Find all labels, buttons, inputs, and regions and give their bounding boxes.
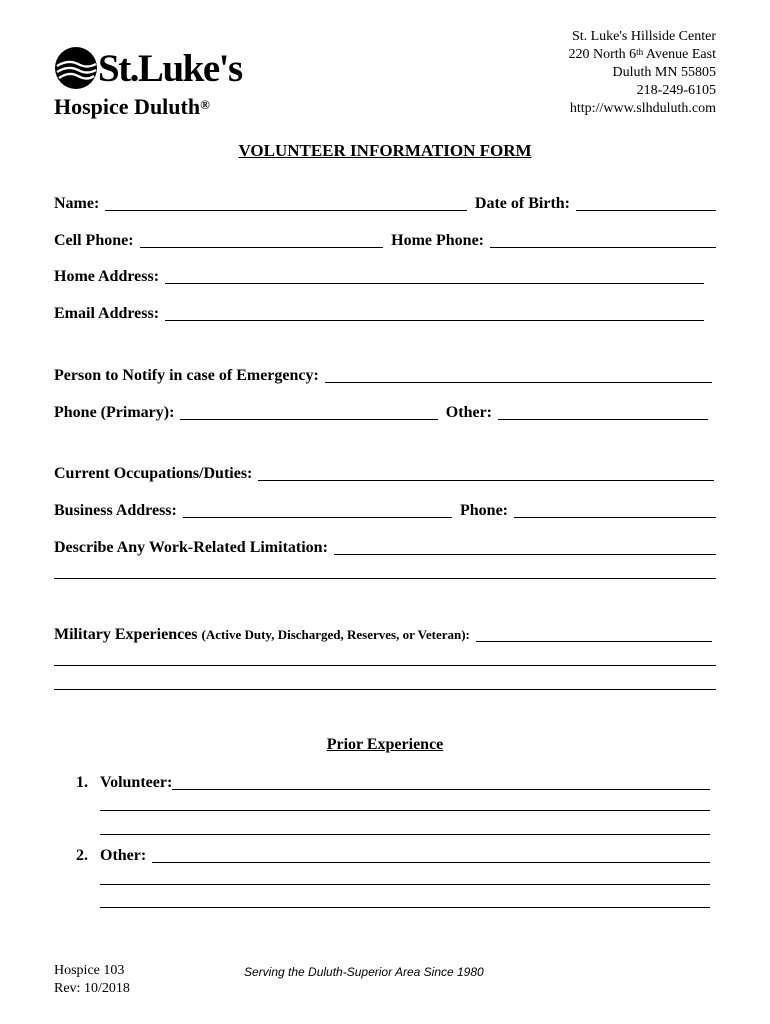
- registered-mark: ®: [200, 97, 210, 112]
- phones-row: [54, 227, 716, 251]
- business-phone-label: Phone:: [460, 502, 508, 519]
- list-number: 1.: [76, 774, 88, 791]
- other-experience-line-2[interactable]: [100, 884, 710, 885]
- home-phone-field[interactable]: [490, 247, 716, 248]
- dob-field[interactable]: [576, 210, 716, 211]
- name-label: Name:: [54, 195, 100, 212]
- military-field-line-3[interactable]: [54, 689, 716, 690]
- form-number: Hospice 103: [54, 963, 125, 978]
- address-phone: 218-249-6105: [636, 83, 716, 98]
- emergency-contact-field[interactable]: [325, 382, 712, 383]
- home-address-label: Home Address:: [54, 268, 160, 285]
- prior-other-row: [76, 842, 710, 866]
- other-phone-field[interactable]: [498, 419, 708, 420]
- business-phone-field[interactable]: [514, 517, 716, 518]
- phone-primary-label: Phone (Primary):: [54, 404, 175, 421]
- emergency-phones-row: [54, 399, 708, 423]
- occupation-label: Current Occupations/Duties:: [54, 465, 253, 482]
- address-line-1: St. Luke's Hillside Center: [571, 29, 716, 44]
- home-phone-label: Home Phone:: [391, 232, 484, 249]
- military-field-line-2[interactable]: [54, 665, 716, 666]
- home-address-field[interactable]: [165, 283, 704, 284]
- business-address-label: Business Address:: [54, 502, 177, 519]
- occupation-row: [54, 460, 714, 484]
- address-line-3: Duluth MN 55805: [612, 65, 716, 80]
- military-field[interactable]: [476, 641, 712, 642]
- volunteer-experience-field[interactable]: [172, 789, 710, 790]
- name-dob-row: [54, 190, 716, 214]
- phone-primary-field[interactable]: [180, 419, 437, 420]
- military-label: Military Experiences: [54, 626, 198, 643]
- home-address-row: [54, 263, 704, 287]
- address-line-2: 220 North 6th Avenue East: [568, 47, 716, 62]
- form-title: VOLUNTEER INFORMATION FORM: [238, 141, 532, 160]
- revision-date: Rev: 10/2018: [54, 981, 130, 996]
- limitation-field[interactable]: [334, 554, 716, 555]
- address-website-link[interactable]: http://www.slhduluth.com: [569, 101, 716, 116]
- organization-address: [568, 28, 716, 118]
- volunteer-label: Volunteer:: [100, 774, 173, 791]
- emergency-contact-label: Person to Notify in case of Emergency:: [54, 367, 319, 384]
- other-experience-line-3[interactable]: [100, 907, 710, 908]
- military-row: [54, 621, 712, 645]
- other-experience-label: Other:: [100, 847, 147, 864]
- limitation-field-line-2[interactable]: [54, 578, 716, 579]
- email-field[interactable]: [165, 320, 704, 321]
- business-address-field[interactable]: [183, 517, 452, 518]
- dob-label: Date of Birth:: [474, 195, 570, 212]
- limitation-row: [54, 534, 716, 558]
- business-row: [54, 497, 716, 521]
- prior-volunteer-row: [76, 769, 710, 793]
- footer-tagline: Serving the Duluth-Superior Area Since 1980: [244, 965, 484, 979]
- other-phone-label: Other:: [445, 404, 492, 421]
- occupation-field[interactable]: [258, 480, 714, 481]
- logo-subtitle: Hospice Duluth®: [54, 94, 210, 119]
- emergency-row: [54, 362, 712, 386]
- volunteer-experience-line-2[interactable]: [100, 810, 710, 811]
- hospice-logo-icon: [54, 46, 98, 90]
- limitation-label: Describe Any Work-Related Limitation:: [54, 539, 328, 556]
- footer-form-info: [54, 962, 130, 998]
- list-number: 2.: [76, 847, 88, 864]
- prior-experience-title: Prior Experience: [326, 736, 444, 753]
- other-experience-field[interactable]: [152, 862, 710, 863]
- name-field[interactable]: [105, 210, 467, 211]
- cell-phone-field[interactable]: [140, 247, 384, 248]
- military-note: (Active Duty, Discharged, Reserves, or Veteran):: [201, 627, 470, 642]
- cell-phone-label: Cell Phone:: [54, 232, 134, 249]
- logo-wordmark: St.Luke's: [98, 47, 242, 90]
- volunteer-experience-line-3[interactable]: [100, 834, 710, 835]
- email-row: [54, 300, 704, 324]
- email-label: Email Address:: [54, 305, 160, 322]
